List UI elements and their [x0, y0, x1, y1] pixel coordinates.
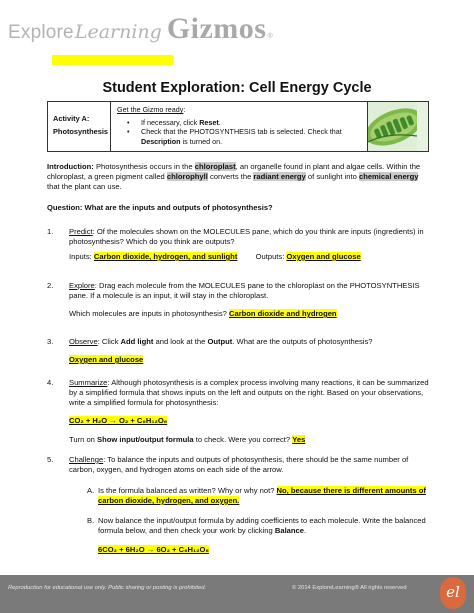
challenge-b-answer: 6CO₂ + 6H₂O → 6O₂ + C₆H₁₂O₆: [98, 545, 209, 554]
explore-answer: Carbon dioxide and hydrogen: [228, 309, 337, 318]
explorelearning-gizmos-logo: [8, 12, 273, 48]
page-title: Student Exploration: Cell Energy Cycle: [102, 80, 372, 96]
sub-letter: B.: [87, 516, 95, 525]
gizmo-ready-heading: Get the Gizmo ready:: [117, 105, 186, 114]
logo-registered-mark: ®: [267, 33, 273, 40]
predict-inputs-answer: Carbon dioxide, hydrogen, and sunlight: [93, 252, 238, 261]
item-number: 2.: [47, 281, 54, 290]
ready-step-tab: • Check that the PHOTOSYNTHESIS tab is selected. Check that Description is turned on.: [127, 127, 367, 146]
item-number: 5.: [47, 455, 54, 464]
item-observe-prompt: Observe: Click Add light and look at the Output. What are the outputs of photosynthesis?: [69, 337, 373, 346]
item-observe-answer: [69, 355, 434, 365]
page-footer: [0, 575, 474, 613]
activity-label-cell: [48, 102, 111, 151]
footer-reproduction-note: Reproduction for educational use only. Public sharing or posting is prohibited.: [8, 585, 207, 591]
gizmo-ready-cell: [111, 102, 368, 151]
chloroplast-icon: [368, 102, 417, 151]
summarize-formula-answer: CO₂ + H₂O → O₂ + C₆H₁₂O₆: [69, 416, 168, 425]
activity-name: Photosynthesis: [53, 127, 109, 136]
summarize-check-answer: Yes: [292, 435, 306, 444]
observe-answer: Oxygen and glucose: [69, 355, 144, 364]
challenge-part-b: Now balance the input/output formula by adding coefficients to each molecule. Write the balanced formula below, and then check your work by clicking Balance.: [98, 516, 426, 535]
item-predict-answers: Inputs: Carbon dioxide, hydrogen, and sunlight Outputs: Oxygen and glucose: [69, 252, 361, 261]
introduction-paragraph: Introduction: Photosynthesis occurs in the chloroplast, an organelle found in plant and algae cells. Within the chloroplast, a green pigment called chlorophyll converts the radiant energy of sunlight into chemical energy that the plant can use.: [47, 162, 421, 191]
logo-explore-text: Explore: [8, 22, 74, 43]
sub-letter: A.: [87, 486, 95, 495]
challenge-part-a: Is the formula balanced as written? Why or why not? No, because there is different amounts of carbon dioxide, hydrogen, and oxygen.: [98, 486, 426, 505]
chloroplast-image: [368, 102, 428, 151]
gizmo-ready-list: [127, 118, 367, 147]
main-question: Question: What are the inputs and outputs of photosynthesis?: [47, 203, 273, 212]
item-number: 4.: [47, 378, 54, 387]
logo-learning-text: Learning: [74, 21, 162, 43]
name-highlight-bar: [52, 55, 173, 65]
explorelearning-badge-icon: el: [440, 577, 466, 609]
predict-outputs-answer: Oxygen and glucose: [286, 252, 361, 261]
activity-table: [47, 101, 429, 152]
item-explore-prompt: Explore: Drag each molecule from the MOLECULES pane to the chloroplast on the PHOTOSYNTHESIS pane. If a molecule is an input, it will stay in the chloroplast.: [69, 281, 420, 300]
item-predict-prompt: Predict: Of the molecules shown on the MOLECULES pane, which do you think are inputs (ingredients) in photosynthesis? Which do you think are outputs?: [69, 227, 424, 246]
item-number: 1.: [47, 227, 54, 236]
item-summarize-prompt: Summarize: Although photosynthesis is a complex process involving many reactions, it can be summarized by a simplified formula that shows inputs on the left and outputs on the right. Based on your observations, write a simplified formula for photosynthesis:: [69, 378, 429, 407]
item-number: 3.: [47, 337, 54, 346]
item-explore-answer: Which molecules are inputs in photosynthesis? Carbon dioxide and hydrogen: [69, 309, 337, 318]
footer-copyright: © 2014 ExploreLearning® All rights reserved: [292, 585, 407, 591]
item-summarize-check: Turn on Show input/output formula to check. Were you correct? Yes: [69, 435, 306, 444]
challenge-a-answer: No, because there is different amounts of carbon dioxide, hydrogen, and oxygen.: [98, 486, 426, 505]
ready-step-reset: • If necessary, click Reset.: [127, 118, 367, 128]
item-summarize-formula: [69, 416, 434, 426]
item-challenge-prompt: Challenge: To balance the inputs and outputs of photosynthesis, there should be the same number of carbon, oxygen, and hydrogen atoms on each side of the arrow.: [69, 455, 409, 474]
logo-gizmos-text: Gizmos: [166, 12, 267, 45]
activity-label: Activity A:: [53, 114, 90, 123]
challenge-b-answer-line: [98, 545, 433, 555]
